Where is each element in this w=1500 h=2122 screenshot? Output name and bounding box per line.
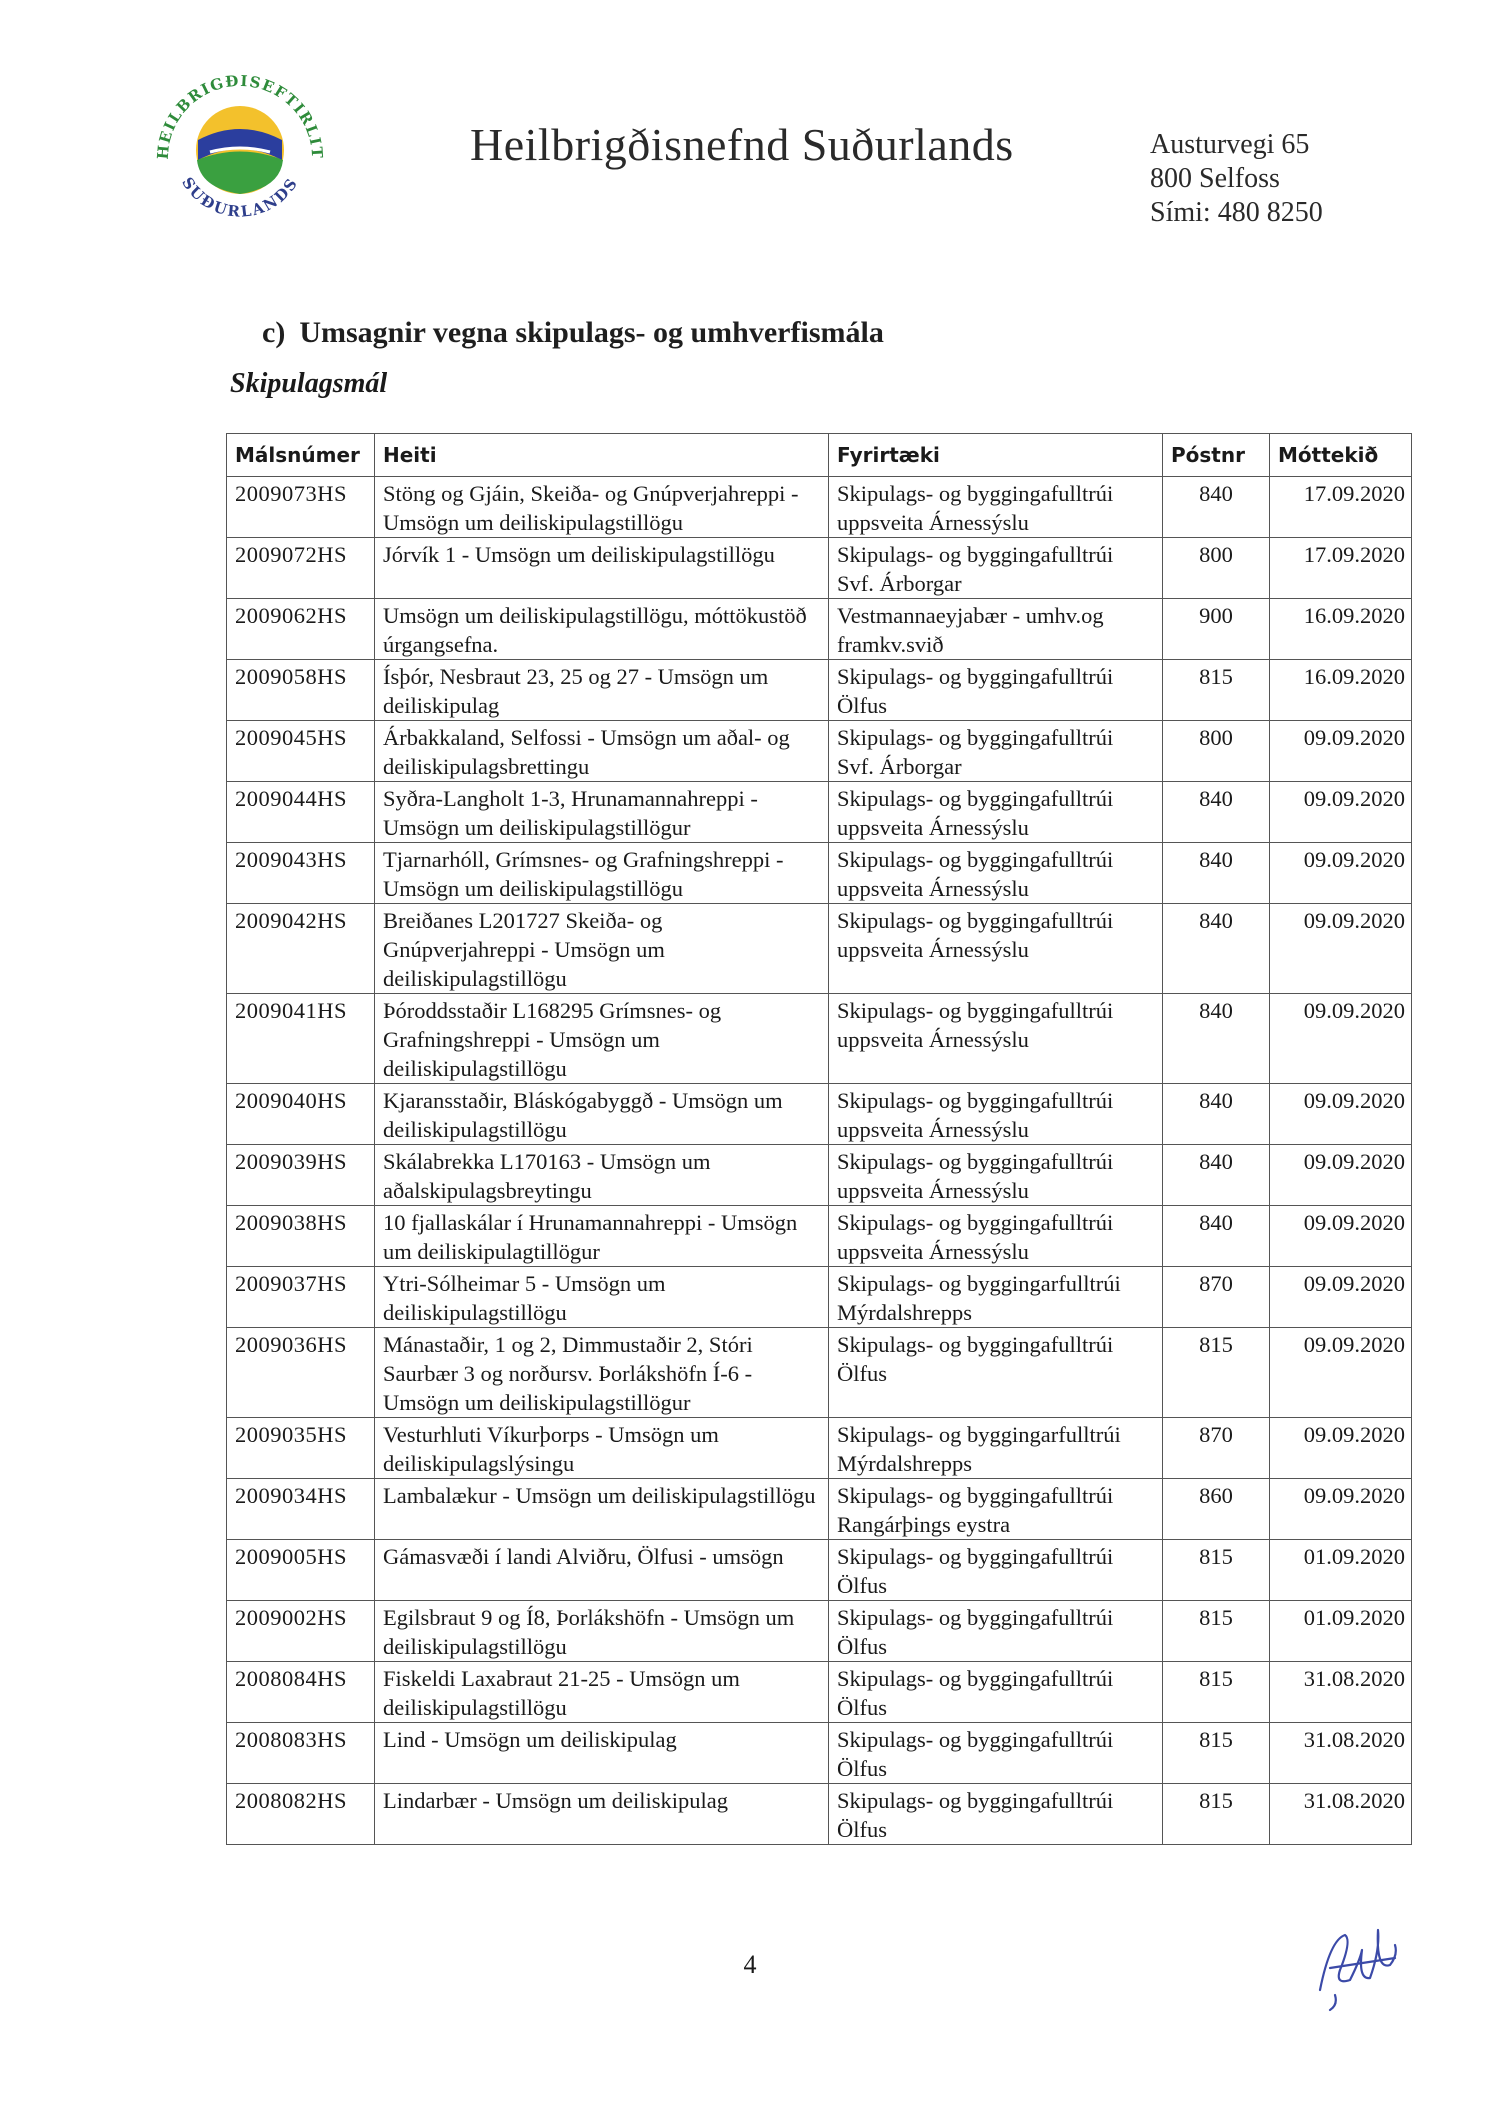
cell-malsnumer: 2009058HS (227, 660, 375, 721)
cell-mottekid: 31.08.2020 (1270, 1723, 1412, 1784)
cell-heiti: Fiskeldi Laxabraut 21-25 - Umsögn um deiliskipulagstillögu (375, 1662, 829, 1723)
cell-fyrirtaeki: Skipulags- og byggingafulltrúi Ölfus (829, 1540, 1163, 1601)
table-row (227, 538, 1412, 599)
cell-malsnumer: 2009005HS (227, 1540, 375, 1601)
table-header-row (227, 434, 1412, 477)
cell-fyrirtaeki: Skipulags- og byggingafulltrúi Ölfus (829, 1601, 1163, 1662)
cell-mottekid: 09.09.2020 (1270, 1206, 1412, 1267)
cell-heiti: Lambalækur - Umsögn um deiliskipulagstillögu (375, 1479, 829, 1540)
table-row (227, 904, 1412, 994)
cell-heiti: Ísþór, Nesbraut 23, 25 og 27 - Umsögn um deiliskipulag (375, 660, 829, 721)
cell-malsnumer: 2009035HS (227, 1418, 375, 1479)
table-row (227, 660, 1412, 721)
cell-postnr: 815 (1163, 660, 1270, 721)
cell-heiti: Stöng og Gjáin, Skeiða- og Gnúpverjahreppi - Umsögn um deiliskipulagstillögu (375, 477, 829, 538)
cell-mottekid: 01.09.2020 (1270, 1601, 1412, 1662)
address-block (1150, 128, 1323, 230)
cell-heiti: Jórvík 1 - Umsögn um deiliskipulagstillögu (375, 538, 829, 599)
cell-postnr: 840 (1163, 994, 1270, 1084)
cell-malsnumer: 2009072HS (227, 538, 375, 599)
address-street: Austurvegi 65 (1150, 129, 1310, 160)
table-row (227, 1084, 1412, 1145)
cell-mottekid: 09.09.2020 (1270, 904, 1412, 994)
cell-heiti: Syðra-Langholt 1-3, Hrunamannahreppi - Umsögn um deiliskipulagstillögur (375, 782, 829, 843)
page-number: 4 (743, 1950, 757, 1979)
cell-heiti: Þóroddsstaðir L168295 Grímsnes- og Grafningshreppi - Umsögn um deiliskipulagstillögu (375, 994, 829, 1084)
cell-fyrirtaeki: Skipulags- og byggingarfulltrúi Mýrdalshrepps (829, 1267, 1163, 1328)
cell-postnr: 870 (1163, 1267, 1270, 1328)
cell-heiti: Breiðanes L201727 Skeiða- og Gnúpverjahreppi - Umsögn um deiliskipulagstillögu (375, 904, 829, 994)
cell-malsnumer: 2009040HS (227, 1084, 375, 1145)
cell-postnr: 900 (1163, 599, 1270, 660)
cell-postnr: 800 (1163, 721, 1270, 782)
cell-mottekid: 09.09.2020 (1270, 994, 1412, 1084)
cell-heiti: 10 fjallaskálar í Hrunamannahreppi - Umsögn um deiliskipulagtillögur (375, 1206, 829, 1267)
cell-postnr: 815 (1163, 1540, 1270, 1601)
cell-fyrirtaeki: Vestmannaeyjabær - umhv.og framkv.svið (829, 599, 1163, 660)
handwritten-signature (1300, 1910, 1410, 2020)
cell-mottekid: 09.09.2020 (1270, 1145, 1412, 1206)
table-row (227, 1662, 1412, 1723)
cell-fyrirtaeki: Skipulags- og byggingafulltrúi uppsveita Árnessýslu (829, 994, 1163, 1084)
cell-malsnumer: 2008083HS (227, 1723, 375, 1784)
cell-mottekid: 09.09.2020 (1270, 843, 1412, 904)
section-letter: c) (262, 316, 286, 349)
section-title: Umsagnir vegna skipulags- og umhverfismála (299, 316, 884, 349)
cell-fyrirtaeki: Skipulags- og byggingarfulltrúi Mýrdalshrepps (829, 1418, 1163, 1479)
cell-mottekid: 31.08.2020 (1270, 1662, 1412, 1723)
cell-heiti: Kjaransstaðir, Bláskógabyggð - Umsögn um deiliskipulagstillögu (375, 1084, 829, 1145)
table-row (227, 994, 1412, 1084)
cell-mottekid: 01.09.2020 (1270, 1540, 1412, 1601)
column-header-postnr: Póstnr (1163, 434, 1270, 477)
cell-fyrirtaeki: Skipulags- og byggingafulltrúi Ölfus (829, 1328, 1163, 1418)
cell-mottekid: 16.09.2020 (1270, 660, 1412, 721)
cell-malsnumer: 2009044HS (227, 782, 375, 843)
cell-malsnumer: 2009041HS (227, 994, 375, 1084)
logo-text-top: HEILBRIGÐISEFTIRLIT (153, 71, 327, 161)
cell-heiti: Tjarnarhóll, Grímsnes- og Grafningshreppi - Umsögn um deiliskipulagstillögu (375, 843, 829, 904)
cell-fyrirtaeki: Skipulags- og byggingafulltrúi uppsveita Árnessýslu (829, 1145, 1163, 1206)
cell-malsnumer: 2009036HS (227, 1328, 375, 1418)
table-row (227, 1418, 1412, 1479)
cell-mottekid: 17.09.2020 (1270, 538, 1412, 599)
cell-mottekid: 09.09.2020 (1270, 782, 1412, 843)
cell-postnr: 815 (1163, 1662, 1270, 1723)
cell-malsnumer: 2008082HS (227, 1784, 375, 1845)
cell-fyrirtaeki: Skipulags- og byggingafulltrúi uppsveita Árnessýslu (829, 782, 1163, 843)
address-phone: Sími: 480 8250 (1150, 197, 1323, 228)
cell-postnr: 840 (1163, 904, 1270, 994)
cell-fyrirtaeki: Skipulags- og byggingafulltrúi Ölfus (829, 1662, 1163, 1723)
table-row (227, 843, 1412, 904)
cell-postnr: 860 (1163, 1479, 1270, 1540)
table-row (227, 1206, 1412, 1267)
cell-postnr: 815 (1163, 1723, 1270, 1784)
cell-malsnumer: 2009002HS (227, 1601, 375, 1662)
cell-fyrirtaeki: Skipulags- og byggingafulltrúi Rangárþings eystra (829, 1479, 1163, 1540)
cell-heiti: Skálabrekka L170163 - Umsögn um aðalskipulagsbreytingu (375, 1145, 829, 1206)
logo-text-bottom: SUÐURLANDS (178, 173, 302, 221)
cell-mottekid: 09.09.2020 (1270, 1084, 1412, 1145)
cell-heiti: Lindarbær - Umsögn um deiliskipulag (375, 1784, 829, 1845)
cell-postnr: 815 (1163, 1328, 1270, 1418)
section-heading (262, 316, 884, 350)
table-row (227, 1479, 1412, 1540)
cell-mottekid: 09.09.2020 (1270, 721, 1412, 782)
cell-postnr: 840 (1163, 1084, 1270, 1145)
table-row (227, 477, 1412, 538)
cell-mottekid: 09.09.2020 (1270, 1267, 1412, 1328)
cell-malsnumer: 2009043HS (227, 843, 375, 904)
table-row (227, 782, 1412, 843)
cell-malsnumer: 2009034HS (227, 1479, 375, 1540)
cell-fyrirtaeki: Skipulags- og byggingafulltrúi Svf. Árborgar (829, 538, 1163, 599)
column-header-malsnumer: Málsnúmer (227, 434, 375, 477)
cell-postnr: 800 (1163, 538, 1270, 599)
table-row (227, 721, 1412, 782)
cell-postnr: 840 (1163, 477, 1270, 538)
section-subtitle: Skipulagsmál (230, 368, 388, 399)
cell-heiti: Gámasvæði í landi Alviðru, Ölfusi - umsögn (375, 1540, 829, 1601)
cell-fyrirtaeki: Skipulags- og byggingafulltrúi Ölfus (829, 1723, 1163, 1784)
table-row (227, 1267, 1412, 1328)
cell-fyrirtaeki: Skipulags- og byggingafulltrúi uppsveita Árnessýslu (829, 1084, 1163, 1145)
organization-logo (140, 48, 340, 248)
table-body (227, 477, 1412, 1845)
cell-postnr: 870 (1163, 1418, 1270, 1479)
cell-mottekid: 09.09.2020 (1270, 1418, 1412, 1479)
address-city: 800 Selfoss (1150, 163, 1280, 194)
cell-heiti: Egilsbraut 9 og Í8, Þorlákshöfn - Umsögn um deiliskipulagstillögu (375, 1601, 829, 1662)
cell-postnr: 840 (1163, 782, 1270, 843)
cell-fyrirtaeki: Skipulags- og byggingafulltrúi Ölfus (829, 1784, 1163, 1845)
cell-malsnumer: 2009042HS (227, 904, 375, 994)
table-row (227, 1145, 1412, 1206)
cell-heiti: Mánastaðir, 1 og 2, Dimmustaðir 2, Stóri Saurbær 3 og norðursv. Þorlákshöfn Í-6 - Umsögn um deiliskipulagstillögur (375, 1328, 829, 1418)
cell-fyrirtaeki: Skipulags- og byggingafulltrúi uppsveita Árnessýslu (829, 904, 1163, 994)
cell-malsnumer: 2009045HS (227, 721, 375, 782)
organization-name: Heilbrigðisnefnd Suðurlands (470, 119, 1014, 170)
table-row (227, 1784, 1412, 1845)
cell-heiti: Vesturhluti Víkurþorps - Umsögn um deiliskipulagslýsingu (375, 1418, 829, 1479)
cell-postnr: 840 (1163, 1206, 1270, 1267)
cases-table (226, 433, 1412, 1845)
cell-malsnumer: 2009037HS (227, 1267, 375, 1328)
table-row (227, 1601, 1412, 1662)
cell-malsnumer: 2009039HS (227, 1145, 375, 1206)
cell-postnr: 815 (1163, 1784, 1270, 1845)
column-header-heiti: Heiti (375, 434, 829, 477)
cell-postnr: 815 (1163, 1601, 1270, 1662)
cell-postnr: 840 (1163, 843, 1270, 904)
cell-mottekid: 17.09.2020 (1270, 477, 1412, 538)
cell-fyrirtaeki: Skipulags- og byggingafulltrúi uppsveita Árnessýslu (829, 477, 1163, 538)
table-row (227, 1328, 1412, 1418)
cell-fyrirtaeki: Skipulags- og byggingafulltrúi uppsveita Árnessýslu (829, 1206, 1163, 1267)
cell-malsnumer: 2009038HS (227, 1206, 375, 1267)
table-row (227, 1540, 1412, 1601)
cell-mottekid: 09.09.2020 (1270, 1479, 1412, 1540)
cell-malsnumer: 2009073HS (227, 477, 375, 538)
cell-heiti: Lind - Umsögn um deiliskipulag (375, 1723, 829, 1784)
table-row (227, 599, 1412, 660)
cell-fyrirtaeki: Skipulags- og byggingafulltrúi Svf. Árborgar (829, 721, 1163, 782)
cell-heiti: Árbakkaland, Selfossi - Umsögn um aðal- og deiliskipulagsbrettingu (375, 721, 829, 782)
cell-mottekid: 16.09.2020 (1270, 599, 1412, 660)
cell-mottekid: 09.09.2020 (1270, 1328, 1412, 1418)
cell-mottekid: 31.08.2020 (1270, 1784, 1412, 1845)
cell-postnr: 840 (1163, 1145, 1270, 1206)
cell-heiti: Umsögn um deiliskipulagstillögu, móttökustöð úrgangsefna. (375, 599, 829, 660)
cell-fyrirtaeki: Skipulags- og byggingafulltrúi Ölfus (829, 660, 1163, 721)
column-header-fyrirtaeki: Fyrirtæki (829, 434, 1163, 477)
cell-heiti: Ytri-Sólheimar 5 - Umsögn um deiliskipulagstillögu (375, 1267, 829, 1328)
cell-fyrirtaeki: Skipulags- og byggingafulltrúi uppsveita Árnessýslu (829, 843, 1163, 904)
cell-malsnumer: 2008084HS (227, 1662, 375, 1723)
cell-malsnumer: 2009062HS (227, 599, 375, 660)
column-header-mottekid: Móttekið (1270, 434, 1412, 477)
table-row (227, 1723, 1412, 1784)
